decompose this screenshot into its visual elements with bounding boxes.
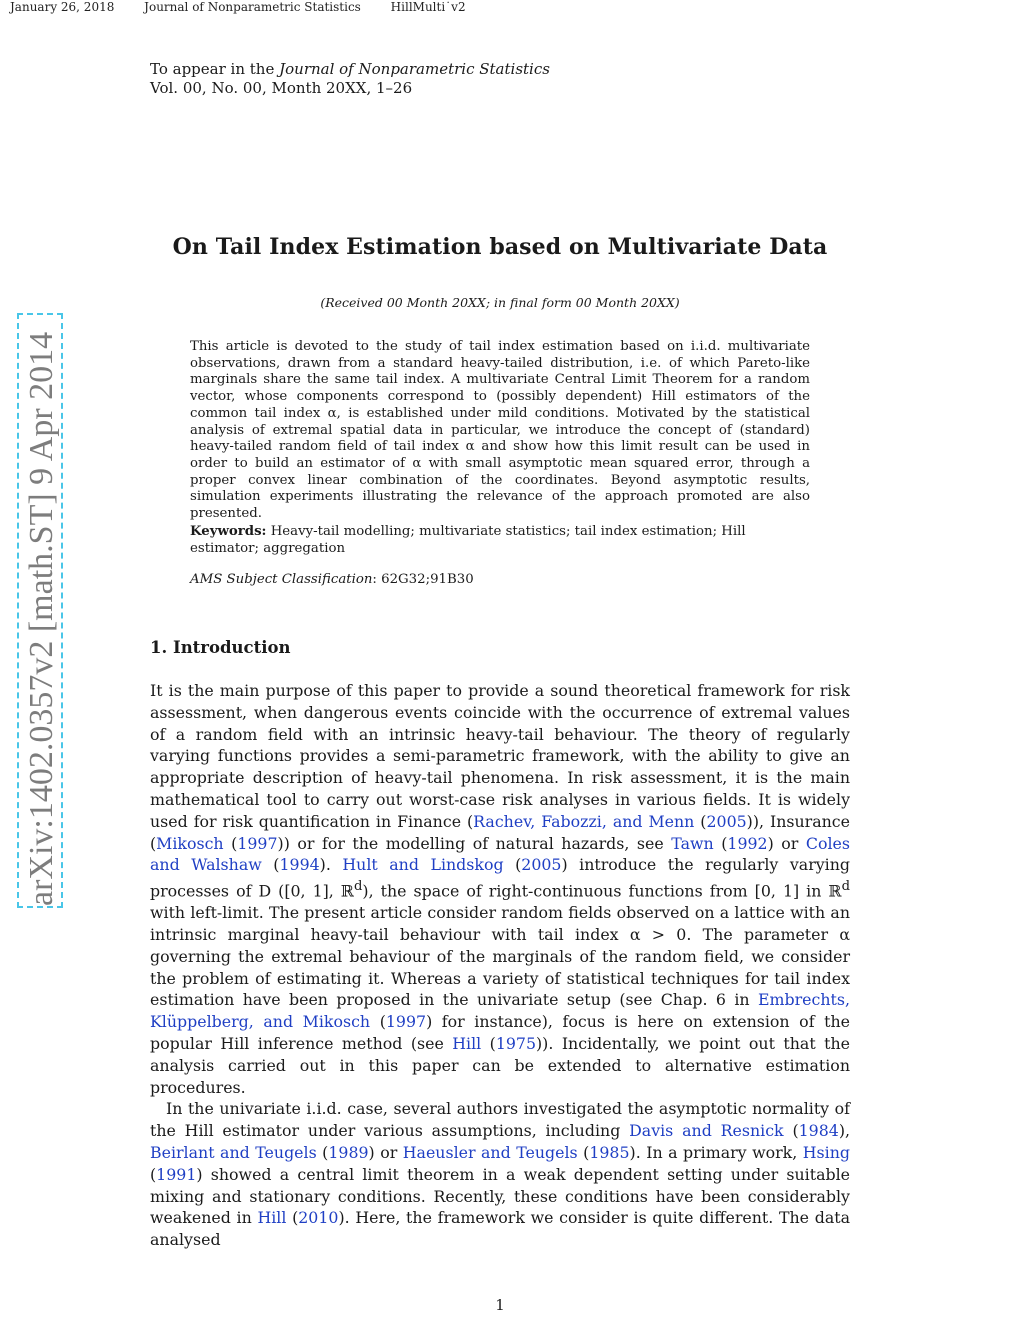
ams-text: : 62G32;91B30 [372, 572, 474, 587]
text-run: ( [150, 1164, 157, 1184]
citation-year-link[interactable]: 1997 [237, 833, 278, 853]
keywords [190, 524, 810, 557]
paper-title: On Tail Index Estimation based on Multivariate Data [172, 234, 828, 260]
ams-label: AMS Subject Classification [190, 572, 373, 587]
citation-year-link[interactable]: 2005 [706, 811, 747, 831]
arxiv-identifier: arXiv:1402.0357v2 [math.ST] 9 Apr 2014 [23, 331, 60, 906]
text-run: ). Here, the framework we consider is quite different. The data analysed [150, 1208, 851, 1250]
text-run: ) for instance), focus is here on extension of the popular Hill inference method (see [150, 1012, 850, 1054]
header-date: January 26, 2018 [10, 0, 115, 14]
citation-year-link[interactable]: 1989 [328, 1143, 369, 1162]
text-run: )) or for the modelling of natural hazards, see [277, 833, 672, 853]
text-run: ( [316, 1143, 329, 1162]
superscript: d [841, 879, 850, 895]
citation-link[interactable]: Haeusler and Teugels [402, 1143, 578, 1162]
header-journal: Journal of Nonparametric Statistics [144, 0, 361, 14]
text-run: In the univariate i.i.d. case, several authors investigated the asymptotic normality of the Hill estimator under various assumptions, including [150, 1099, 850, 1141]
section-heading: 1. Introduction [150, 638, 291, 657]
text-run: ( [694, 811, 707, 831]
page-number: 1 [495, 1296, 505, 1314]
text-run: ) introduce the regularly varying processes of D ([0, 1], ℝ [150, 855, 851, 901]
text-run: with left-limit. The present article consider random fields observed on a lattice with an intrinsic marginal heavy-tail behaviour with tail index α > 0. The parameter α governing the extremal behaviour of the marginals of the random field, we consider the problem of estimating it. Whereas a variety of statistical techniques for tail index estimation have been proposed in the univariate setup (see Chap. 6 in [150, 903, 850, 1010]
appear-journal: Journal of Nonparametric Statistics [279, 60, 550, 78]
text-run: It is the main purpose of this paper to provide a sound theoretical framework for risk assessment, when dangerous events coincide with the occurrence of extremal values of a random field with an intrinsic heavy-tail behaviour. The theory of regularly varying functions provides a semi-parametric framework, with the ability to give an appropriate description of heavy-tail phenomena. In risk assessment, it is the main mathematical tool to carry out worst-case risk analyses in various fields. It is widely used for risk quantification in Finance ( [150, 681, 850, 831]
introduction-body [150, 680, 850, 1251]
citation-link[interactable]: Rachev, Fabozzi, and Menn [473, 811, 695, 831]
citation-year-link[interactable]: 1992 [727, 833, 768, 853]
text-run: ( [286, 1208, 299, 1228]
citation-link[interactable]: Embrechts, Klüppelberg, and Mikosch [150, 990, 850, 1032]
appear-prefix: To appear in the [150, 60, 280, 78]
text-run: ( [503, 855, 522, 875]
text-run: ) showed a central limit theorem in a weak dependent setting under suitable mixing and stationary conditions. Recently, these conditions have been considerably weakened in [150, 1164, 850, 1228]
citation-year-link[interactable]: 1991 [156, 1164, 197, 1184]
text-run: ), the space of right-continuous functions from [0, 1] in ℝ [362, 881, 842, 901]
citation-year-link[interactable]: 1985 [589, 1143, 630, 1162]
ams-classification [190, 572, 810, 589]
citation-link[interactable]: Hill [452, 1034, 482, 1054]
abstract: This article is devoted to the study of tail index estimation based on i.i.d. multivariate observations, drawn from a standard heavy-tailed distribution, i.e. of which Pareto-like marginals share the same tail index. A multivariate Central Limit Theorem for a random vector, whose components correspond to (possibly dependent) Hill estimators of the common tail index α, is established under mild conditions. Motivated by the statistical analysis of extremal spatial data in particular, we introduce the concept of (standard) heavy-tailed random field of tail index α and show how this limit result can be used in order to build an estimator of α with small asymptotic mean squared error, through a proper convex linear combination of the coordinates. Beyond asymptotic results, simulation experiments illustrating the relevance of the approach promoted are also presented. [190, 339, 810, 522]
citation-year-link[interactable]: 2005 [521, 855, 562, 875]
citation-year-link[interactable]: 1984 [798, 1121, 839, 1141]
citation-link[interactable]: Hill [257, 1208, 287, 1228]
citation-year-link[interactable]: 1975 [495, 1034, 537, 1054]
text-run: ). In a primary work, [629, 1143, 803, 1162]
citation-link[interactable]: Hsing [802, 1143, 850, 1162]
text-run: )). Incidentally, we point out that the analysis carried out in this paper can be extended to alternative estimation procedures. [150, 1034, 850, 1097]
paragraph-1 [150, 680, 850, 1098]
text-run: ( [261, 855, 280, 875]
citation-link[interactable]: Davis and Resnick [629, 1121, 784, 1141]
citation-year-link[interactable]: 1994 [279, 855, 320, 875]
superscript: d [354, 879, 363, 895]
text-run: ) or [767, 833, 806, 853]
keywords-label: Keywords: [190, 524, 267, 539]
text-run: ( [577, 1143, 590, 1162]
citation-year-link[interactable]: 1997 [385, 1012, 427, 1032]
citation-link[interactable]: Tawn [671, 833, 714, 853]
citation-link[interactable]: Hult and Lindskog [342, 855, 504, 875]
text-run: ( [713, 833, 728, 853]
text-run: ( [481, 1034, 496, 1054]
text-run: ). [319, 855, 343, 875]
citation-link[interactable]: Mikosch [156, 833, 224, 853]
running-header [10, 0, 492, 14]
paragraph-2 [150, 1098, 850, 1251]
received-line: (Received 00 Month 20XX; in final form 00 Month 20XX) [320, 295, 680, 310]
citation-link[interactable]: Beirlant and Teugels [150, 1143, 317, 1162]
text-run: ( [783, 1121, 799, 1141]
header-file: HillMulti˙v2 [390, 0, 466, 14]
arxiv-stamp [17, 313, 63, 908]
text-run: ( [370, 1012, 386, 1032]
citation-year-link[interactable]: 2010 [298, 1208, 339, 1228]
text-run: ) or [368, 1143, 403, 1162]
volume-line: Vol. 00, No. 00, Month 20XX, 1–26 [150, 79, 413, 97]
text-run: ( [223, 833, 238, 853]
keywords-text: Heavy-tail modelling; multivariate statistics; tail index estimation; Hill estimator; aggregation [190, 524, 746, 556]
text-run: ), [838, 1121, 850, 1141]
text-run: )), Insurance ( [150, 811, 851, 853]
citation-link[interactable]: Coles and Walshaw [150, 833, 850, 875]
publication-note [150, 60, 550, 98]
